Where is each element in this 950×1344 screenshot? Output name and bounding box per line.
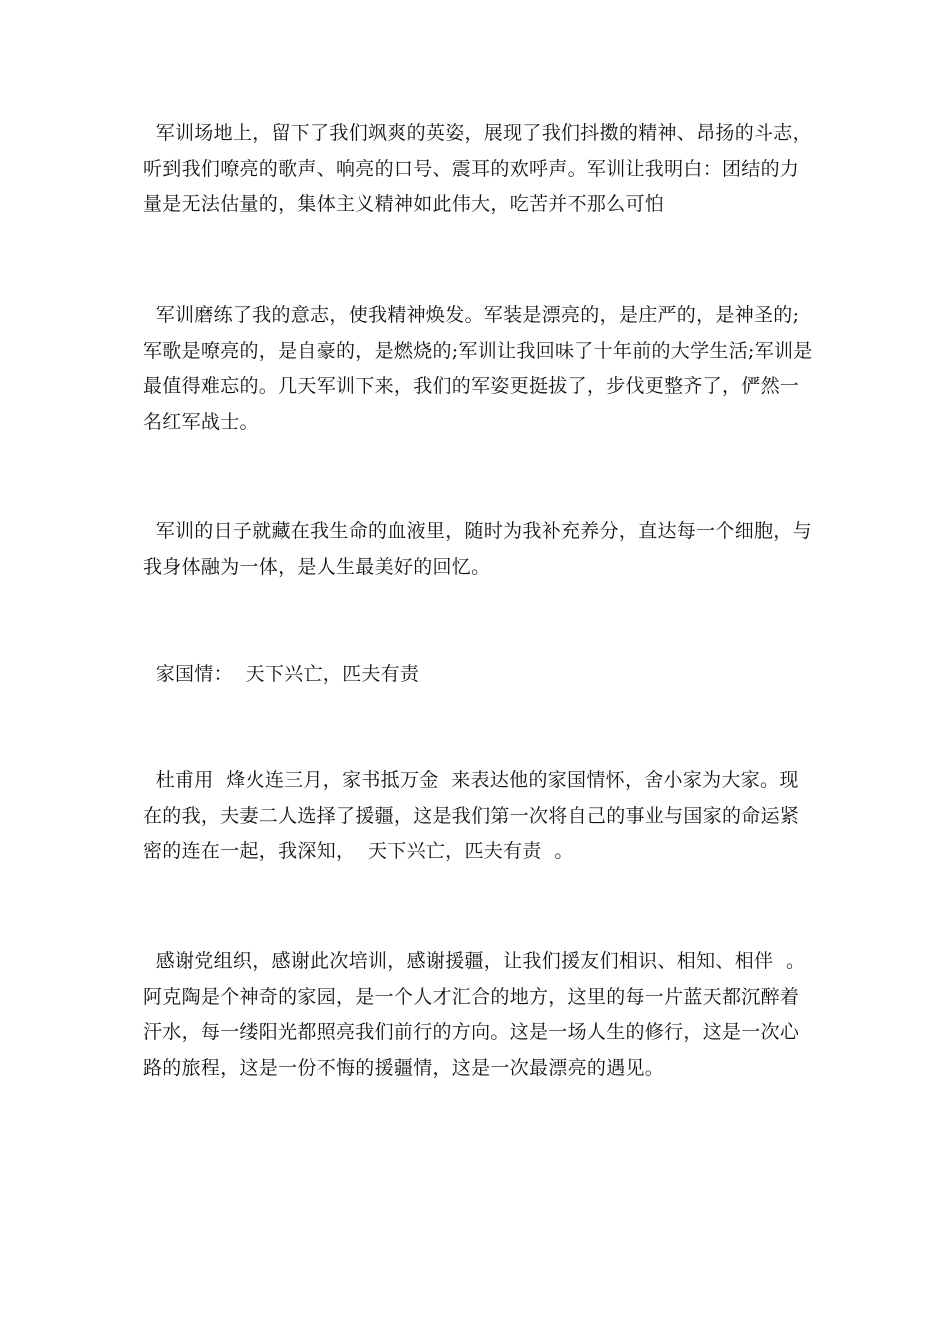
section-heading-family-country: 家国情： 天下兴亡，匹夫有责 bbox=[143, 663, 420, 685]
paragraph-military-training-memory: 军训的日子就藏在我生命的血液里，随时为我补充养分，直达每一个细胞，与我身体融为一体，是人生最美好的回忆。 bbox=[143, 520, 812, 578]
paragraph-du-fu: 杜甫用 烽火连三月，家书抵万金 来表达他的家国情怀，舍小家为大家。现在的我，夫妻二人选择了援疆，这是我们第一次将自己的事业与国家的命运紧密的连在一起，我深知， 天下兴亡，匹夫有责 。 bbox=[143, 769, 800, 862]
paragraph-military-training-will: 军训磨练了我的意志，使我精神焕发。军装是漂亮的，是庄严的，是神圣的;军歌是嘹亮的，是自豪的，是燃烧的;军训让我回味了十年前的大学生活;军训是最值得难忘的。几天军训下来，我们的军姿更挺拔了，步伐更整齐了，俨然一名红军战士。 bbox=[143, 304, 813, 433]
paragraph-gratitude: 感谢党组织，感谢此次培训，感谢援疆，让我们援友们相识、相知、相伴 。阿克陶是个神奇的家园，是一个人才汇合的地方，这里的每一片蓝天都沉醉着汗水，每一缕阳光都照亮我们前行的方向。这是一场人生的修行，这是一次心路的旅程，这是一份不悔的援疆情，这是一次最漂亮的遇见。 bbox=[143, 950, 806, 1079]
paragraph-military-training-field: 军训场地上，留下了我们飒爽的英姿，展现了我们抖擞的精神、昂扬的斗志，听到我们嘹亮的歌声、响亮的口号、震耳的欢呼声。军训让我明白：团结的力量是无法估量的，集体主义精神如此伟大，吃苦并不那么可怕 bbox=[143, 122, 812, 215]
